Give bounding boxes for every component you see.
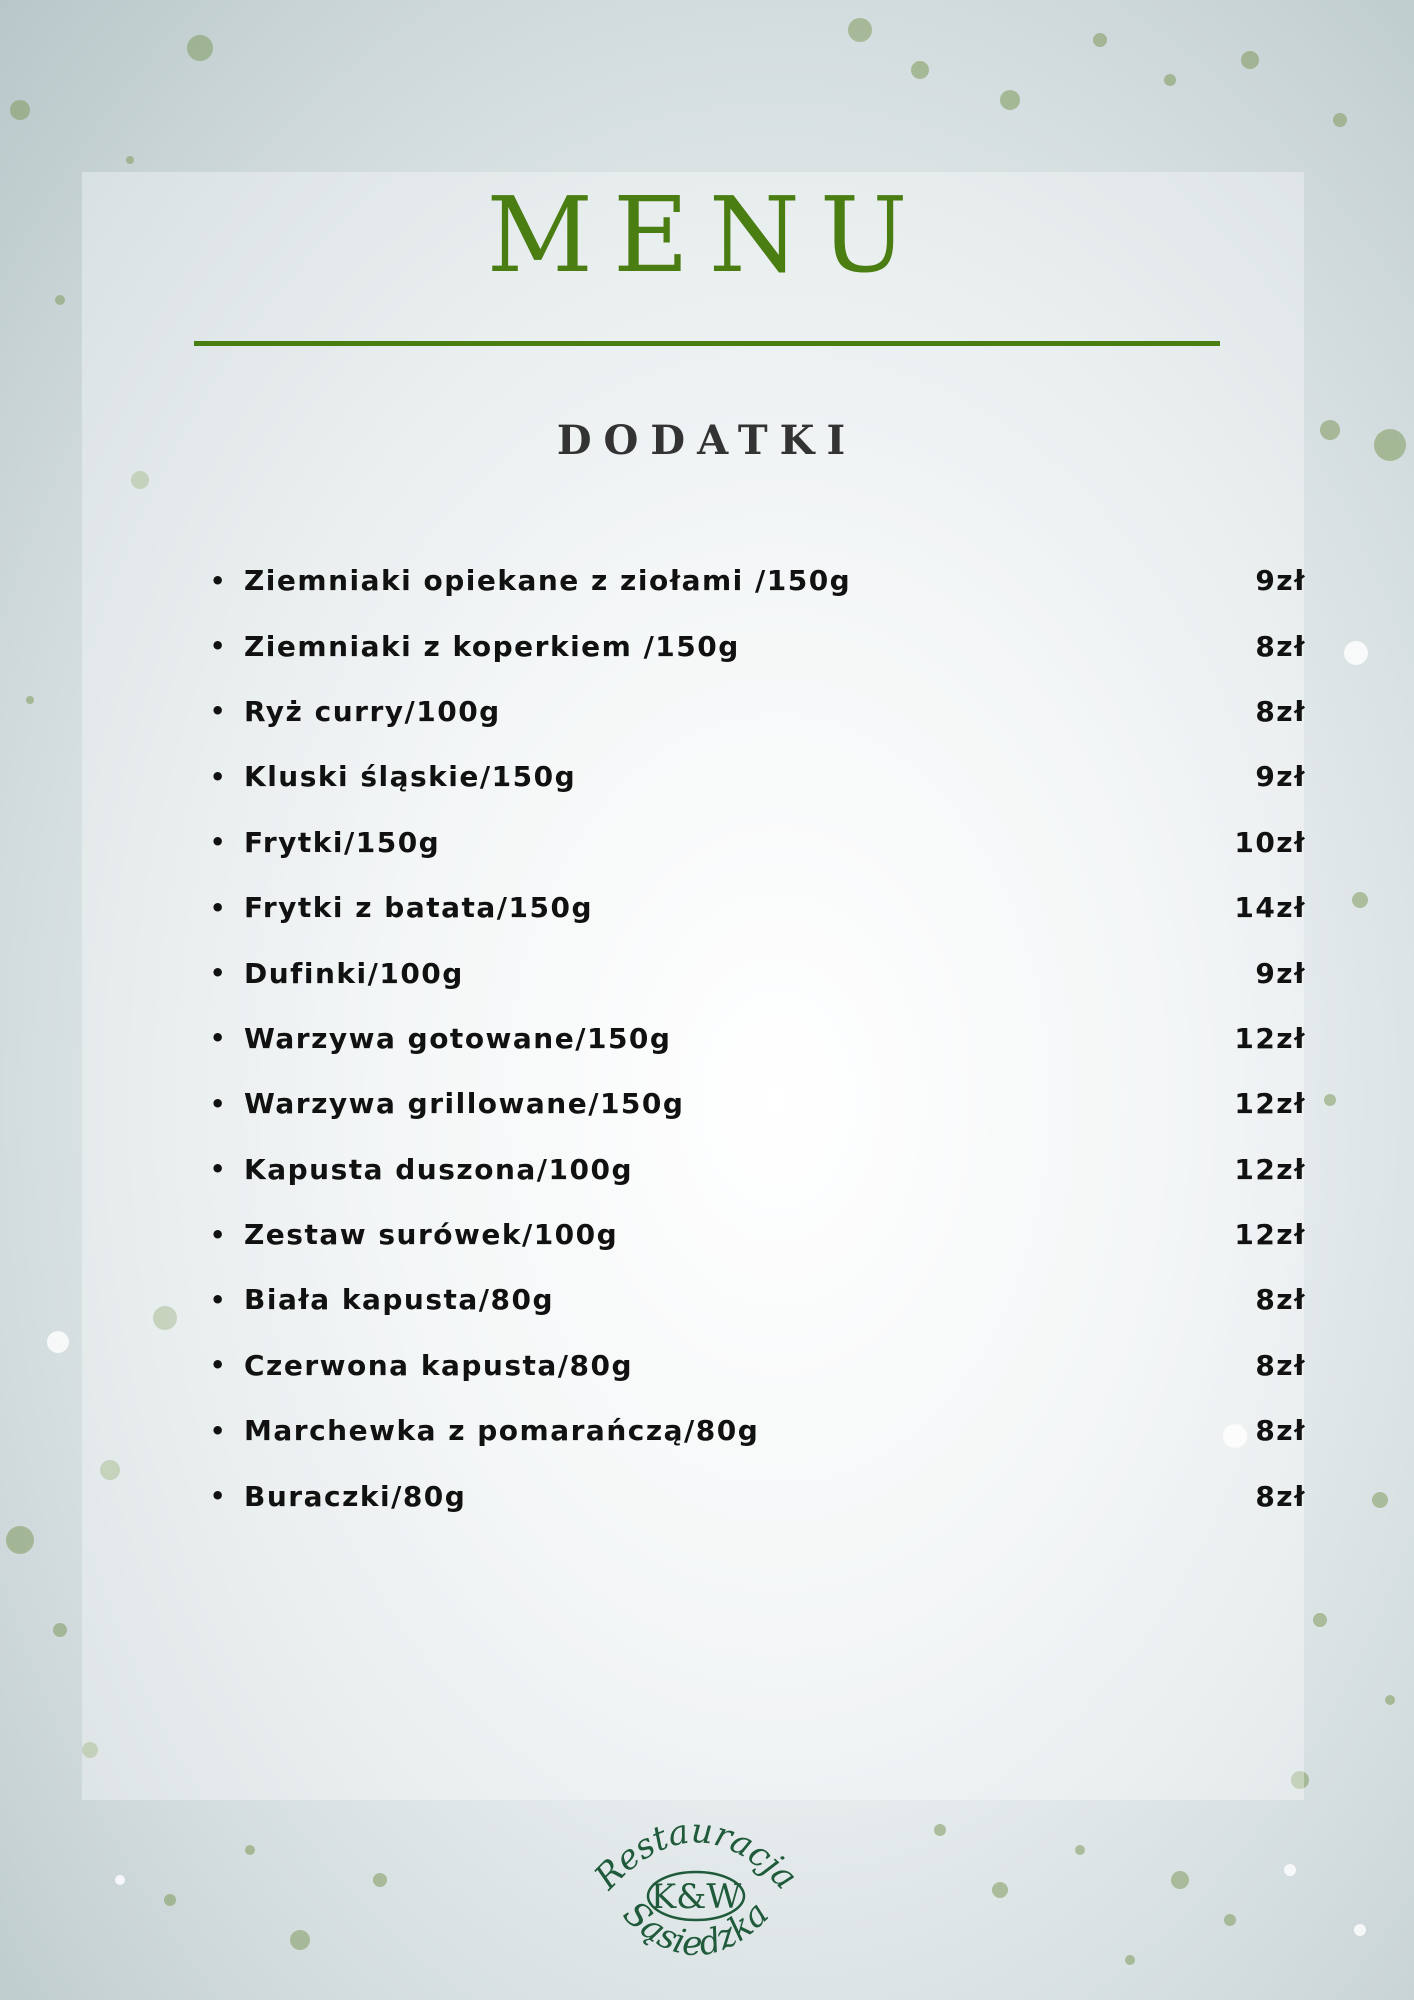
title-divider [194, 341, 1220, 346]
menu-item-name: Buraczki/80g [244, 1479, 467, 1513]
menu-item-name: Marchewka z pomarańczą/80g [244, 1414, 760, 1448]
menu-item-price: 9zł [1255, 956, 1306, 990]
menu-item-name: Kluski śląskie/150g [244, 760, 577, 794]
restaurant-logo [586, 1800, 806, 1985]
menu-item-price: 8zł [1255, 1283, 1306, 1317]
menu-item-name: Kapusta duszona/100g [244, 1152, 633, 1186]
menu-item-name: Zestaw surówek/100g [244, 1218, 619, 1252]
menu-item [210, 940, 1306, 1005]
menu-item-name: Frytki/150g [244, 825, 441, 859]
bullet-icon: • [210, 1482, 227, 1511]
menu-item-price: 9zł [1255, 564, 1306, 598]
menu-item-name: Frytki z batata/150g [244, 891, 594, 925]
bullet-icon: • [210, 828, 227, 857]
menu-item-name: Czerwona kapusta/80g [244, 1348, 633, 1382]
menu-title: MENU [486, 174, 928, 296]
menu-item [210, 1137, 1306, 1202]
menu-item-name: Biała kapusta/80g [244, 1283, 555, 1317]
bullet-icon: • [210, 959, 227, 988]
menu-item-price: 12zł [1234, 1152, 1306, 1186]
menu-item [210, 1202, 1306, 1267]
menu-item-price: 8zł [1255, 1414, 1306, 1448]
menu-item-price: 8zł [1255, 1348, 1306, 1382]
bullet-icon: • [210, 566, 227, 595]
menu-item-name: Warzywa grillowane/150g [244, 1087, 685, 1121]
menu-item [210, 1006, 1306, 1071]
bullet-icon: • [210, 1089, 227, 1118]
bullet-icon: • [210, 1155, 227, 1184]
menu-item-name: Ziemniaki opiekane z ziołami /150g [244, 564, 852, 598]
menu-items-list [210, 548, 1306, 1529]
menu-item [210, 875, 1306, 940]
menu-item-price: 8zł [1255, 694, 1306, 728]
bullet-icon: • [210, 1024, 227, 1053]
menu-item-name: Ziemniaki z koperkiem /150g [244, 629, 740, 663]
bullet-icon: • [210, 1285, 227, 1314]
bullet-icon: • [210, 1416, 227, 1445]
menu-item [210, 1463, 1306, 1528]
section-title: DODATKI [556, 417, 858, 464]
logo-line2: Sąsiedzka [615, 1893, 777, 1965]
bullet-icon: • [210, 1351, 227, 1380]
menu-item [210, 679, 1306, 744]
bullet-icon: • [210, 697, 227, 726]
menu-item-name: Warzywa gotowane/150g [244, 1021, 672, 1055]
menu-item-name: Ryż curry/100g [244, 694, 501, 728]
menu-item-price: 8zł [1255, 629, 1306, 663]
menu-item-price: 12zł [1234, 1218, 1306, 1252]
menu-item [210, 1333, 1306, 1398]
menu-item-price: 8zł [1255, 1479, 1306, 1513]
menu-item [210, 1267, 1306, 1332]
bullet-icon: • [210, 1220, 227, 1249]
menu-item-price: 12zł [1234, 1021, 1306, 1055]
logo-monogram: K&W [650, 1877, 742, 1917]
menu-item [210, 744, 1306, 809]
menu-item [210, 548, 1306, 613]
menu-item [210, 1071, 1306, 1136]
logo-line1: Restauracja [586, 1811, 806, 1898]
menu-item [210, 1398, 1306, 1463]
bullet-icon: • [210, 762, 227, 791]
menu-item-price: 9zł [1255, 760, 1306, 794]
menu-item-name: Dufinki/100g [244, 956, 464, 990]
menu-item-price: 10zł [1234, 825, 1306, 859]
menu-item [210, 810, 1306, 875]
menu-item [210, 613, 1306, 678]
bullet-icon: • [210, 632, 227, 661]
menu-item-price: 14zł [1234, 891, 1306, 925]
bullet-icon: • [210, 893, 227, 922]
menu-item-price: 12zł [1234, 1087, 1306, 1121]
